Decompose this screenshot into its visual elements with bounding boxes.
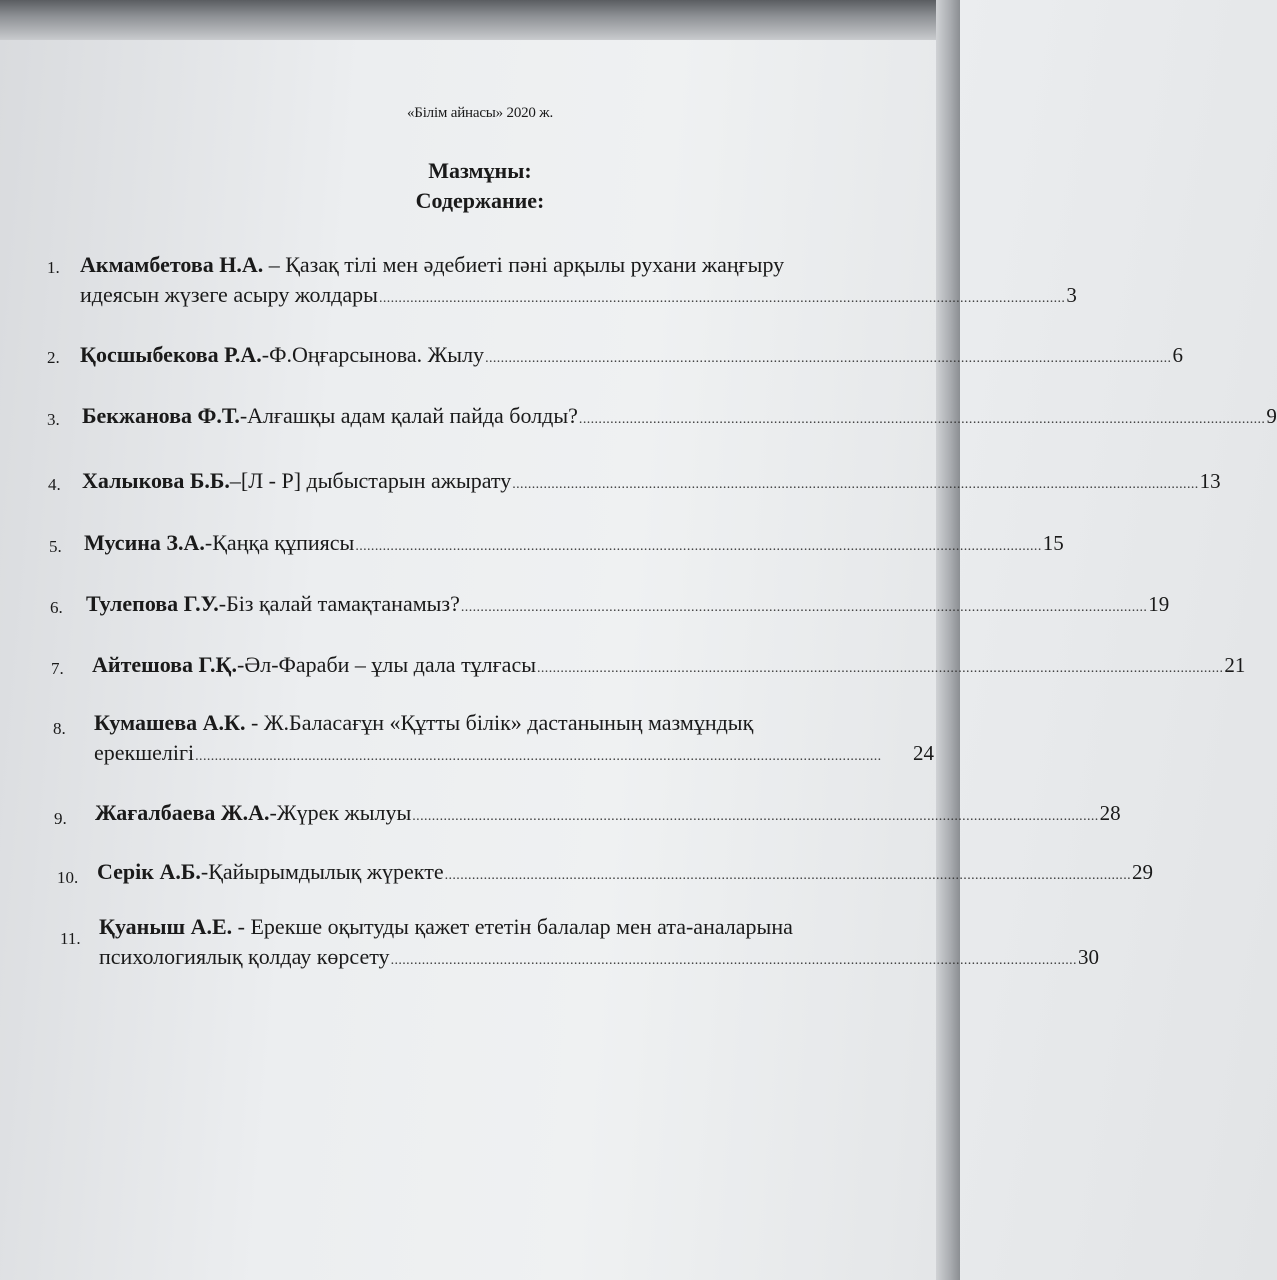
entry-page-number: 13 [1199, 469, 1221, 493]
toc-entry[interactable] [82, 466, 1221, 500]
entry-title-line2: идеясын жүзеге асыру жолдары [80, 282, 378, 307]
entry-title: Әл-Фараби – ұлы дала тұлғасы [244, 652, 536, 677]
entry-number: 8. [53, 719, 66, 738]
toc-entry[interactable] [84, 528, 1064, 562]
entry-separator: - [218, 591, 227, 616]
entry-page-number: 28 [1099, 801, 1121, 825]
entry-author: Қосшыбекова Р.А. [80, 342, 262, 367]
monitor-bezel-top [0, 0, 960, 40]
entry-author: Акмамбетова Н.А. [80, 252, 264, 277]
toc-entry[interactable] [86, 589, 1170, 623]
entry-number: 5. [49, 537, 62, 556]
entry-title: Біз қалай тамақтанамыз? [226, 591, 460, 616]
entry-title: [Л - Р] дыбыстарын ажырату [240, 468, 512, 493]
entry-title: Алғашқы адам қалай пайда болды? [247, 403, 578, 428]
entry-title: Қайырымдылық жүректе [208, 859, 444, 884]
entry-title-line2: ерекшелігі [94, 740, 195, 765]
entry-separator: - [232, 914, 251, 939]
entry-separator: - [245, 710, 264, 735]
entry-author: Бекжанова Ф.Т. [82, 403, 240, 428]
entry-number: 7. [51, 659, 64, 678]
entry-number: 10. [57, 868, 79, 887]
toc-entry[interactable] [92, 650, 1246, 684]
leader-dots: ................................................................................................................................................................................ [460, 600, 1148, 615]
toc-entry[interactable] [95, 798, 1121, 832]
entry-page-number: 24 [913, 741, 934, 765]
entry-separator: - [261, 342, 270, 367]
leader-dots: ................................................................................................................................................................................ [195, 749, 882, 764]
leader-dots: ................................................................................................................................................................................ [537, 661, 1224, 676]
entry-separator: - [237, 652, 245, 677]
entry-number: 9. [54, 809, 67, 828]
leader-dots: ................................................................................................................................................................................ [578, 412, 1266, 427]
entry-separator: - [200, 859, 209, 884]
entry-page-number: 19 [1148, 592, 1170, 616]
leader-dots: ................................................................................................................................................................................ [355, 539, 1042, 554]
entry-author: Тулепова Г.У. [86, 591, 219, 616]
toc-entry[interactable] [80, 340, 1183, 374]
title-kazakh: Мазмұны: [428, 158, 532, 183]
toc-entry[interactable] [97, 857, 1153, 891]
entry-author: Айтешова Г.Қ. [92, 652, 238, 677]
entry-number: 11. [60, 929, 81, 948]
entry-title-line1: Қазақ тілі мен әдебиеті пәні арқылы рухани жаңғыру [285, 252, 785, 277]
leader-dots: ................................................................................................................................................................................ [390, 953, 1077, 968]
entry-page-number: 3 [1066, 283, 1077, 307]
entry-number: 1. [47, 258, 60, 277]
entry-page-number: 9 [1266, 404, 1277, 428]
journal-header: «Білім айнасы» 2020 ж. [407, 105, 553, 121]
entry-page-number: 6 [1172, 343, 1183, 367]
toc-entry[interactable] [94, 708, 934, 772]
entry-author: Жағалбаева Ж.А. [95, 800, 270, 825]
entry-number: 3. [47, 410, 60, 429]
entry-title-line1: Ж.Баласағұн «Құтты білік» дастанының мазмұндық [263, 710, 754, 735]
entry-number: 4. [48, 475, 61, 494]
toc-entry[interactable] [80, 250, 1077, 314]
toc-entry[interactable] [99, 912, 1099, 976]
entry-page-number: 29 [1132, 860, 1153, 884]
entry-separator: - [239, 403, 248, 428]
title-russian: Содержание: [415, 188, 545, 213]
entry-page-number: 30 [1077, 945, 1099, 969]
entry-separator: - [269, 800, 277, 825]
entry-number: 2. [47, 348, 60, 367]
entry-author: Халыкова Б.Б. [82, 468, 230, 493]
entry-author: Кумашева А.К. [94, 710, 246, 735]
entry-separator: – [229, 468, 241, 493]
leader-dots: ................................................................................................................................................................................ [485, 351, 1172, 366]
entry-page-number: 21 [1224, 653, 1246, 677]
entry-title: Қаңқа құпиясы [212, 530, 355, 555]
toc-entry[interactable] [82, 401, 1277, 435]
leader-dots: ................................................................................................................................................................................ [512, 477, 1199, 492]
entry-page-number: 15 [1042, 531, 1064, 555]
entry-author: Серік А.Б. [97, 859, 201, 884]
entry-title: Ф.Оңғарсынова. Жылу [269, 342, 485, 367]
leader-dots: ................................................................................................................................................................................ [378, 291, 1066, 306]
leader-dots: ................................................................................................................................................................................ [412, 809, 1099, 824]
leader-dots: ................................................................................................................................................................................ [444, 868, 1131, 883]
entry-author: Мусина З.А. [84, 530, 205, 555]
entry-separator: – [263, 252, 286, 277]
entry-title-line2: психологиялық қолдау көрсету [99, 944, 390, 969]
entry-title-line1: Ерекше оқытуды қажет ететін балалар мен ата-аналарына [250, 914, 793, 939]
entry-title: Жүрек жылуы [276, 800, 412, 825]
entry-separator: - [204, 530, 213, 555]
entry-author: Қуаныш А.Е. [99, 914, 233, 939]
entry-number: 6. [50, 598, 63, 617]
